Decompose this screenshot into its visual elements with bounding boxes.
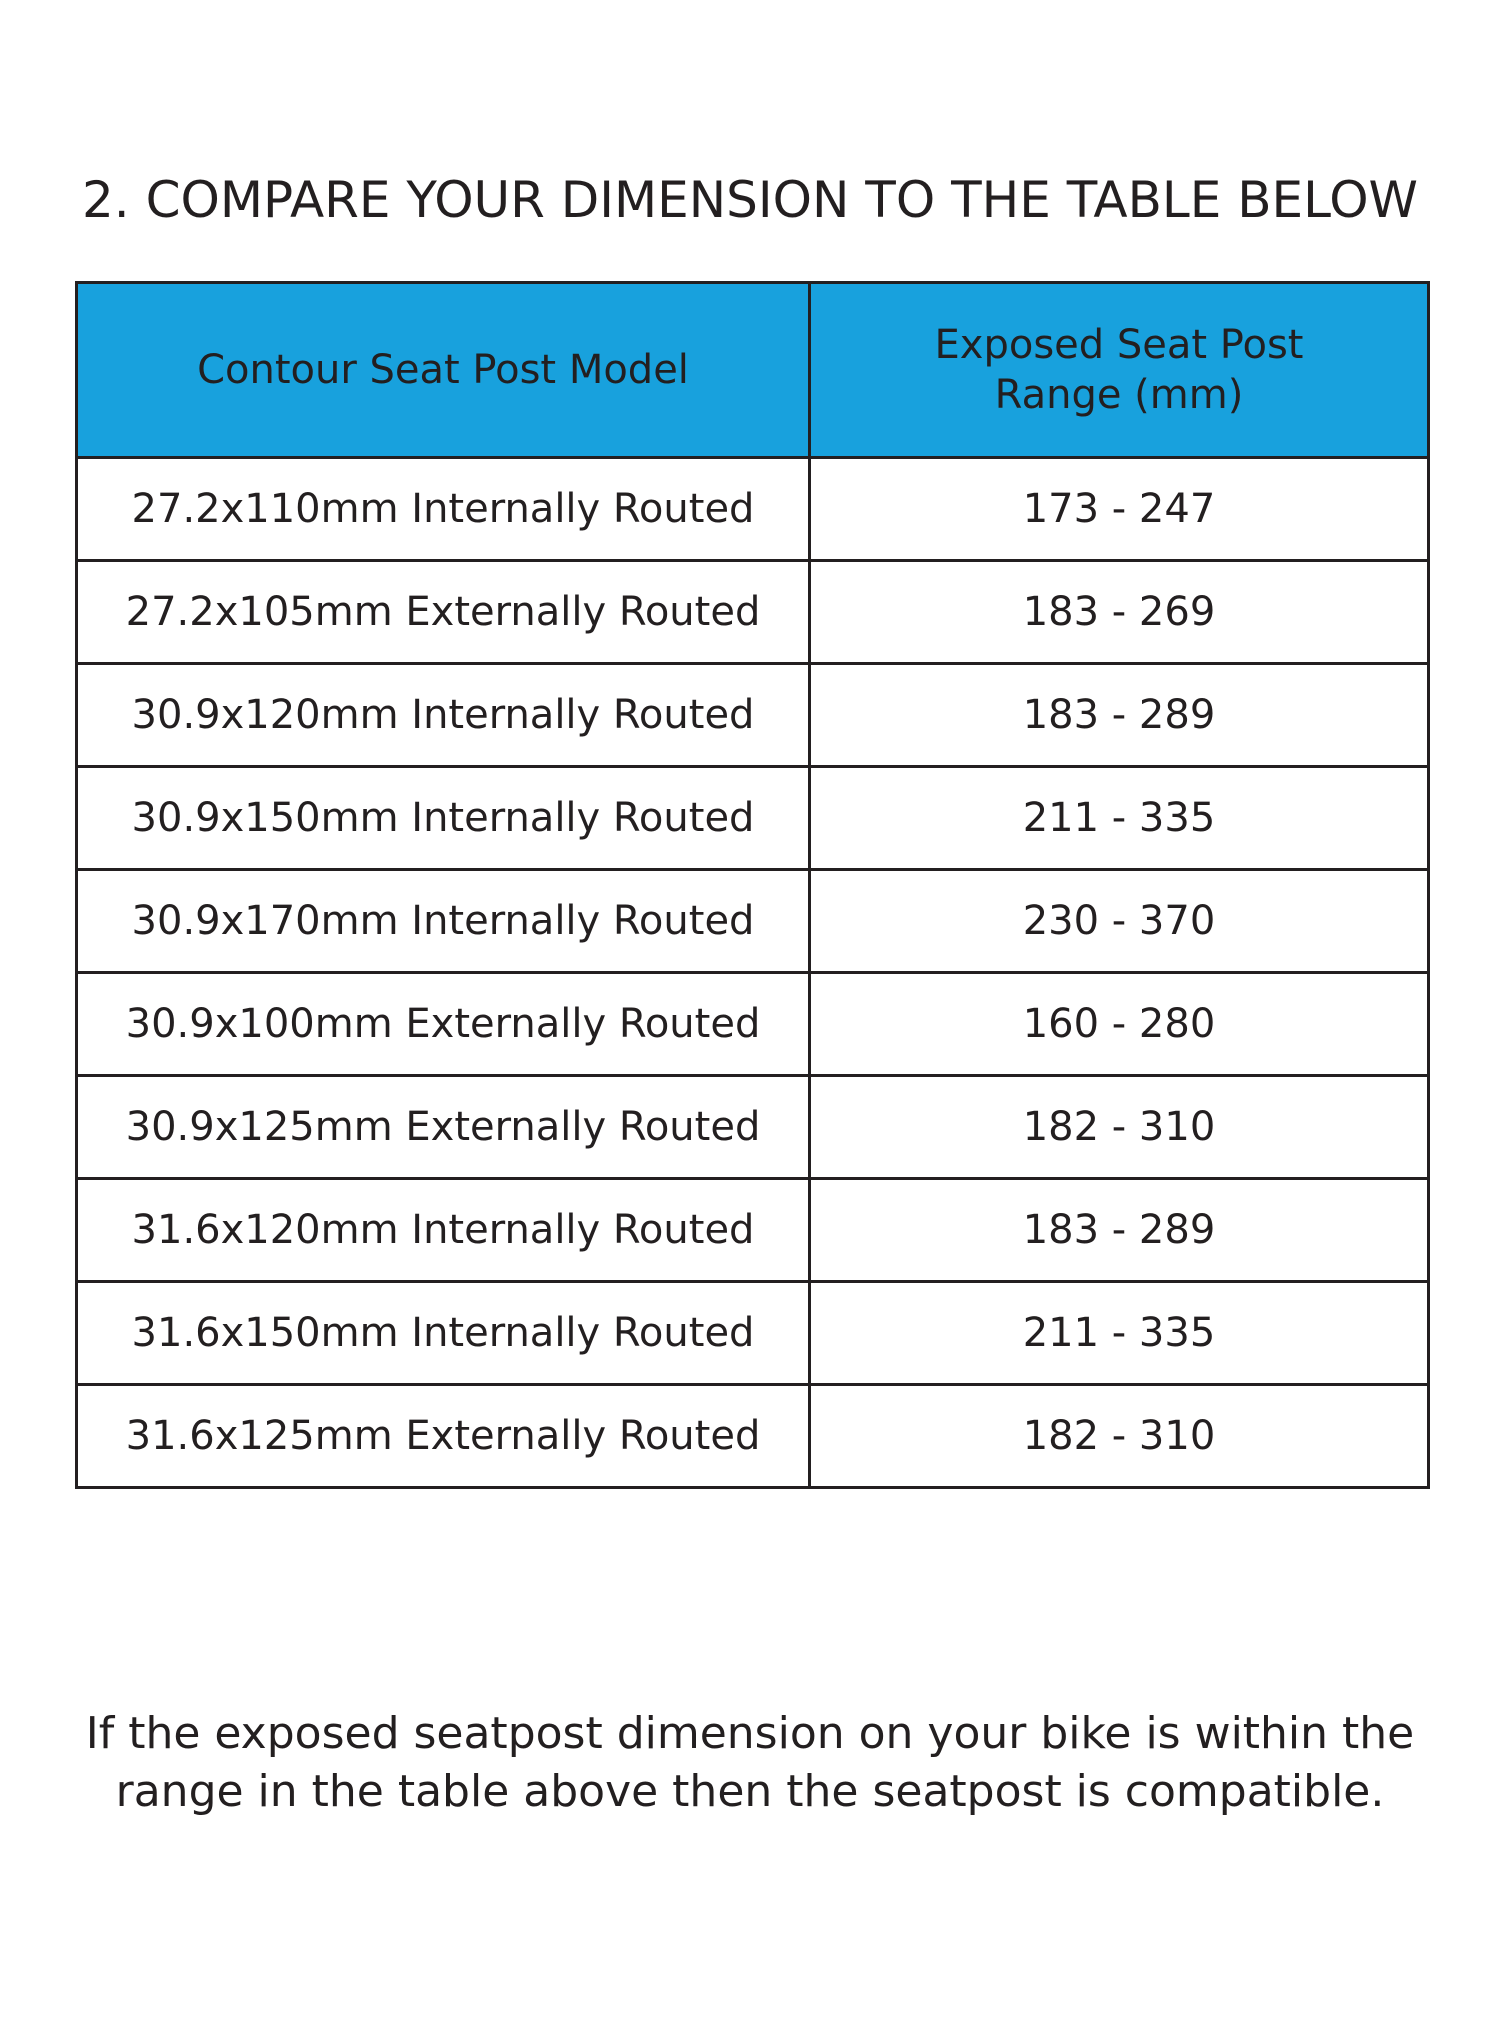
- table-row: [77, 458, 1429, 561]
- model-cell: 31.6x125mm Externally Routed: [77, 1385, 810, 1488]
- table-header: [77, 283, 1429, 458]
- model-cell: 30.9x120mm Internally Routed: [77, 664, 810, 767]
- compatibility-note: [0, 1705, 1500, 1821]
- compatibility-table: [75, 281, 1430, 1489]
- table-row: [77, 973, 1429, 1076]
- range-cell: 182 - 310: [810, 1076, 1429, 1179]
- range-cell: 183 - 289: [810, 1179, 1429, 1282]
- range-cell: 211 - 335: [810, 1282, 1429, 1385]
- table-row: [77, 1179, 1429, 1282]
- model-cell: 27.2x105mm Externally Routed: [77, 561, 810, 664]
- table-row: [77, 767, 1429, 870]
- note-line-1: If the exposed seatpost dimension on your bike is within the: [85, 1708, 1415, 1759]
- table-row: [77, 1076, 1429, 1179]
- table-row: [77, 664, 1429, 767]
- table-row: [77, 1385, 1429, 1488]
- model-cell: 30.9x100mm Externally Routed: [77, 973, 810, 1076]
- range-cell: 173 - 247: [810, 458, 1429, 561]
- header-row: [77, 283, 1429, 458]
- note-line-2: range in the table above then the seatpost is compatible.: [115, 1766, 1385, 1817]
- column-header-range-line1: Exposed Seat Post: [934, 322, 1304, 368]
- page-heading: 2. COMPARE YOUR DIMENSION TO THE TABLE BELOW: [82, 171, 1418, 229]
- range-cell: 182 - 310: [810, 1385, 1429, 1488]
- model-cell: 30.9x150mm Internally Routed: [77, 767, 810, 870]
- range-cell: 211 - 335: [810, 767, 1429, 870]
- range-cell: 160 - 280: [810, 973, 1429, 1076]
- column-header-range: [810, 283, 1429, 458]
- model-cell: 27.2x110mm Internally Routed: [77, 458, 810, 561]
- range-cell: 183 - 289: [810, 664, 1429, 767]
- range-cell: 183 - 269: [810, 561, 1429, 664]
- table-row: [77, 561, 1429, 664]
- column-header-model: Contour Seat Post Model: [77, 283, 810, 458]
- model-cell: 30.9x125mm Externally Routed: [77, 1076, 810, 1179]
- table-body: [77, 458, 1429, 1488]
- model-cell: 31.6x120mm Internally Routed: [77, 1179, 810, 1282]
- model-cell: 31.6x150mm Internally Routed: [77, 1282, 810, 1385]
- compatibility-table-container: [75, 281, 1427, 1489]
- table-row: [77, 870, 1429, 973]
- table-row: [77, 1282, 1429, 1385]
- range-cell: 230 - 370: [810, 870, 1429, 973]
- model-cell: 30.9x170mm Internally Routed: [77, 870, 810, 973]
- column-header-range-line2: Range (mm): [994, 372, 1244, 418]
